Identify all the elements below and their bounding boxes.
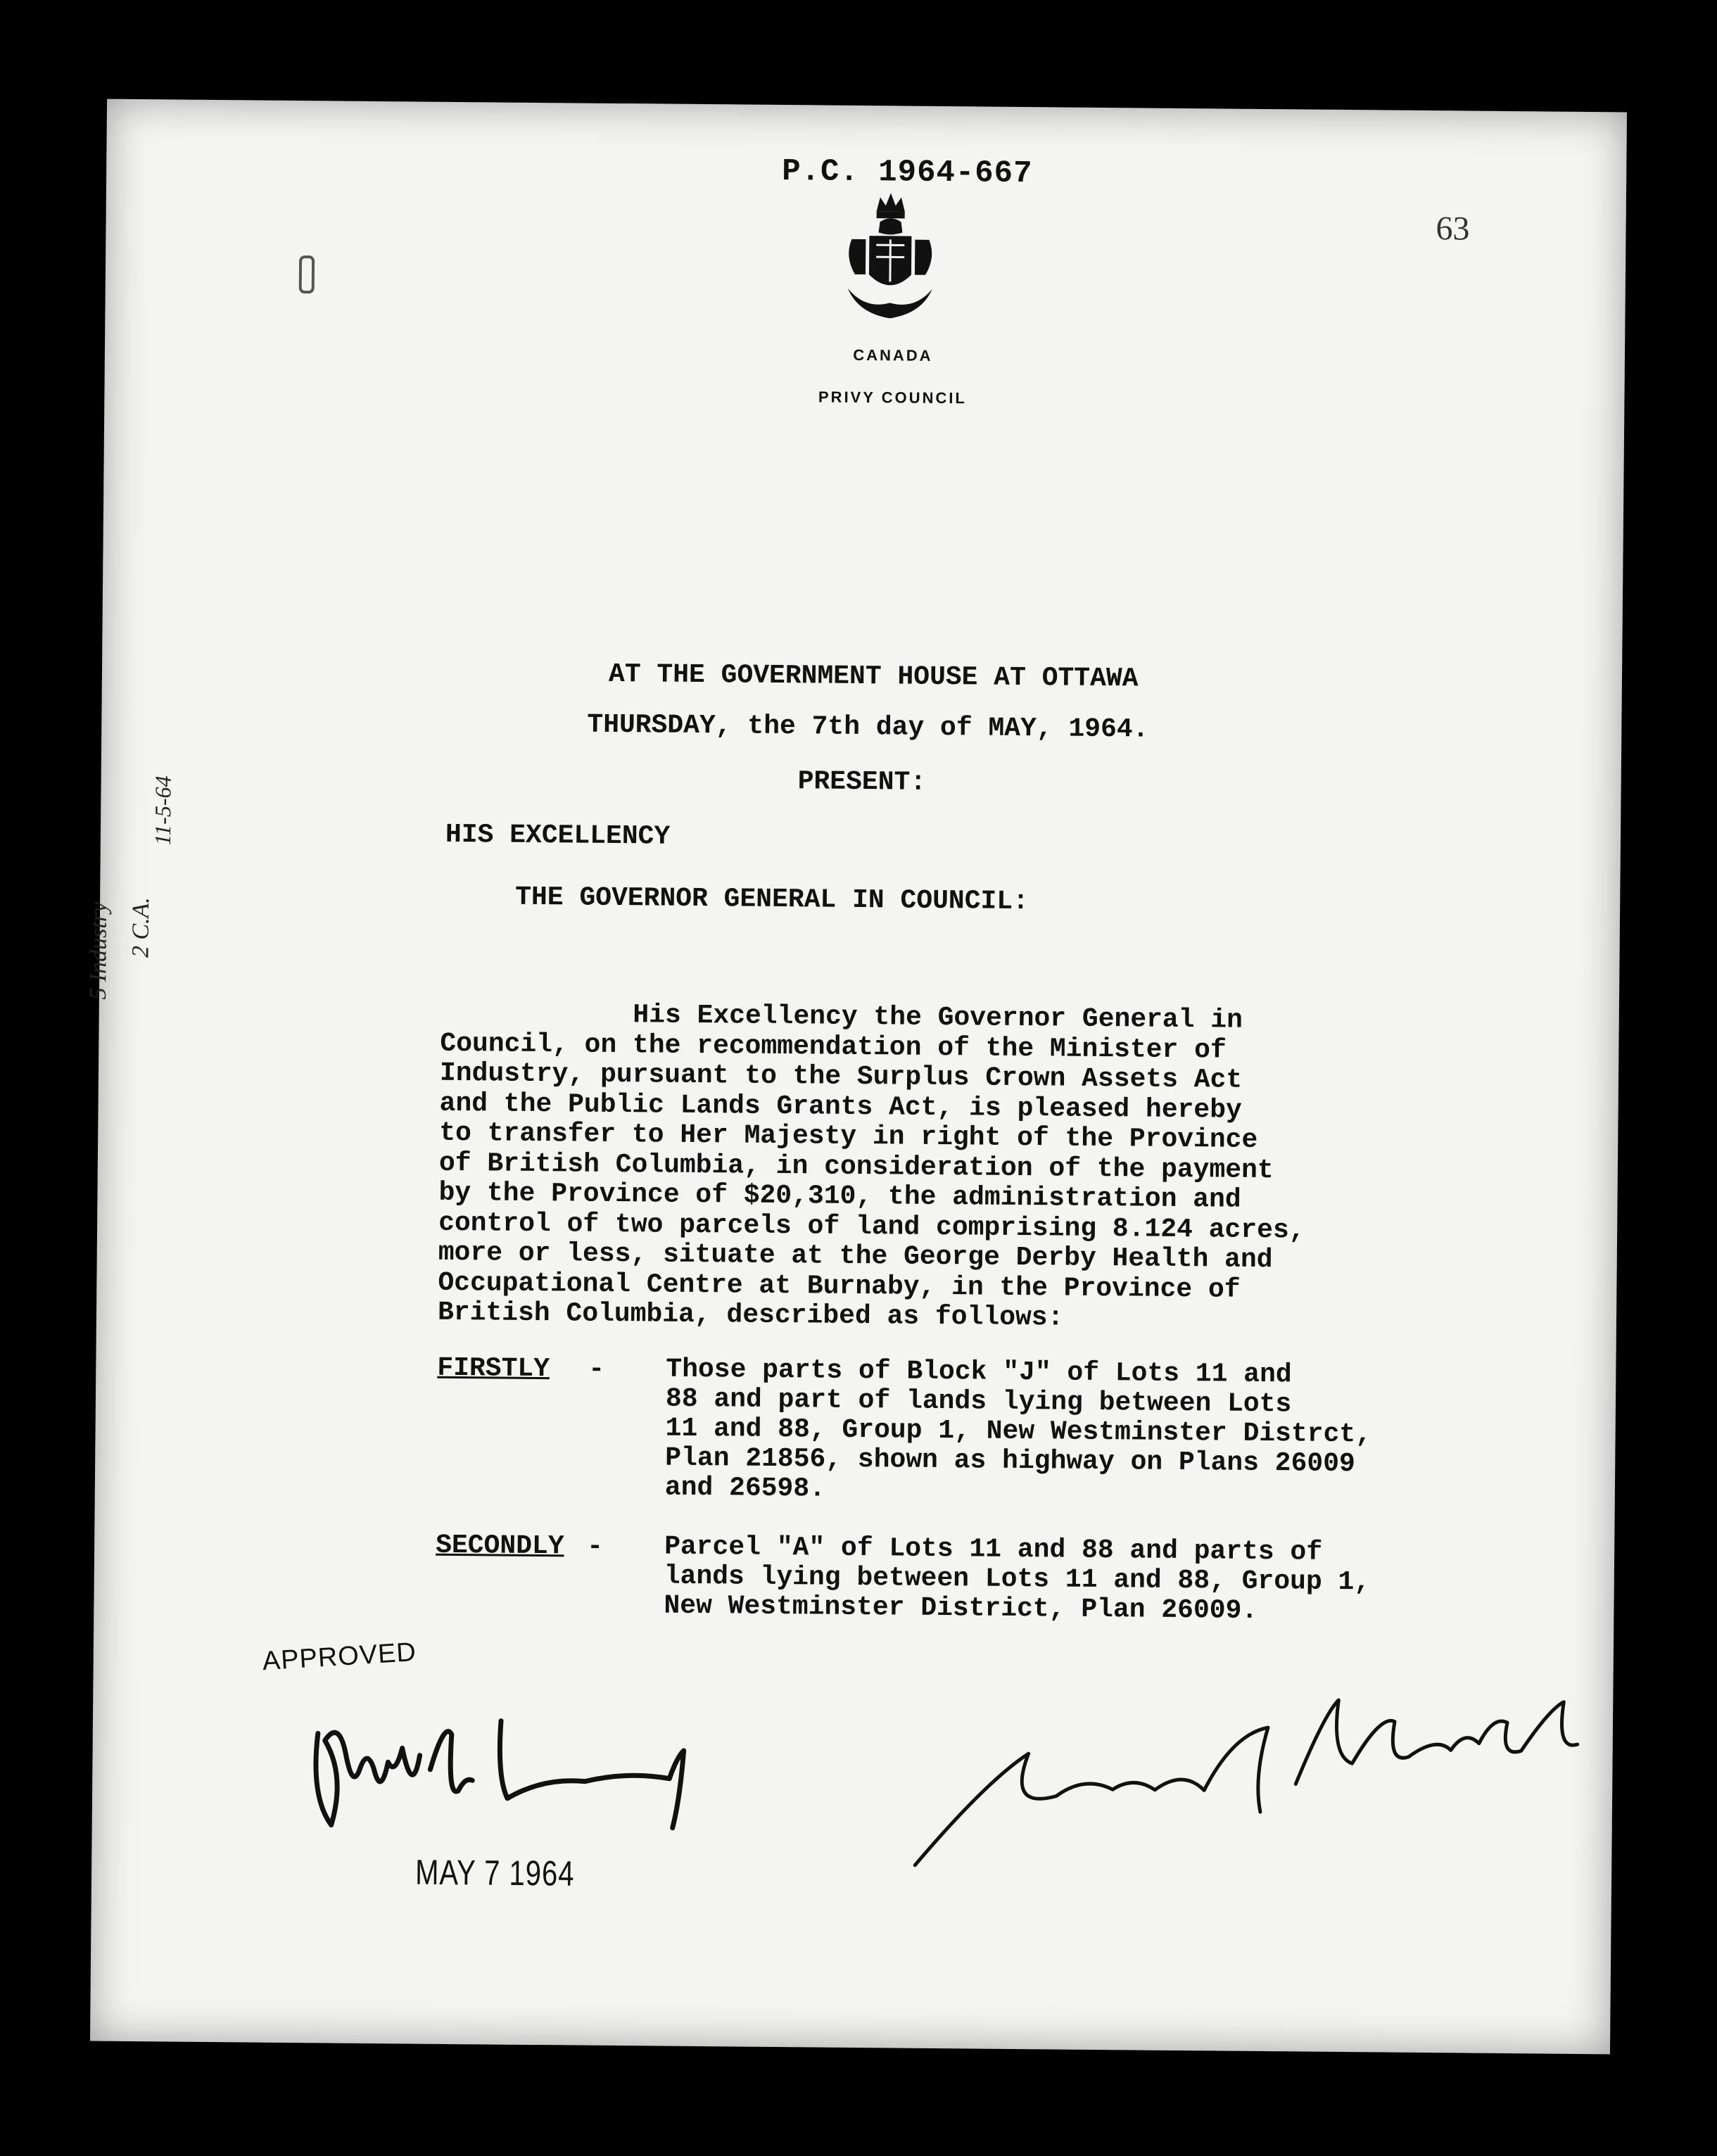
present-line: PRESENT: [797,766,927,798]
clause-dash-secondly: - [586,1531,604,1562]
margin-note-2: 2 C.A. [127,896,155,958]
document-page [84,99,1627,2055]
clause-label-secondly: SECONDLY [435,1530,564,1562]
approval-date-stamp: MAY 7 1964 [414,1853,575,1894]
location-line: AT THE GOVERNMENT HOUSE AT OTTAWA [608,659,1139,695]
clause-dash-firstly: - [588,1354,605,1385]
punch-hole-icon [299,255,315,293]
office-label: PRIVY COUNCIL [818,388,967,407]
clause-text-firstly: Those parts of Block "J" of Lots 11 and 88 and part of lands lying between Lots 11 and 88, Group 1, New Westminster Distrct, Plan 21856, shown as highway on Plans 26009 and 26598. [664,1354,1372,1504]
order-number: P.C. 1964-667 [782,154,1033,192]
date-line: THURSDAY, the 7th day of MAY, 1964. [587,709,1149,745]
council-line: THE GOVERNOR GENERAL IN COUNCIL: [515,882,1029,918]
margin-note-1: 5 Industry [84,901,113,1000]
order-body: His Excellency the Governor General in Council, on the recommendation of the Minister of Industry, pursuant to the Surplus Crown Assets Act and the Public Lands Grants Act, is pleased hereby to transfer to Her Majesty in right of the Province of British Columbia, in consideration of the payment by the Province of $20,310, the administration and control of two parcels of land comprising 8.124 acres, more or less, situate at the George Derby Health and Occupational Centre at Burnaby, in the Province of British Columbia, described as follows: [437,998,1305,1333]
page-number: 63 [1436,210,1470,248]
clause-label-firstly: FIRSTLY [437,1352,550,1385]
country-label: CANADA [853,345,933,364]
clerk-signature [901,1668,1592,1886]
his-excellency-line: HIS EXCELLENCY [445,819,671,852]
approved-stamp: APPROVED [261,1637,417,1677]
governor-general-signature [289,1691,825,1858]
clause-text-secondly: Parcel "A" of Lots 11 and 88 and parts of lands lying between Lots 11 and 88, Group 1, New Westminster District, Plan 26009. [664,1531,1371,1626]
coat-of-arms-icon [837,190,944,324]
margin-note-3: 11-5-64 [149,775,176,846]
